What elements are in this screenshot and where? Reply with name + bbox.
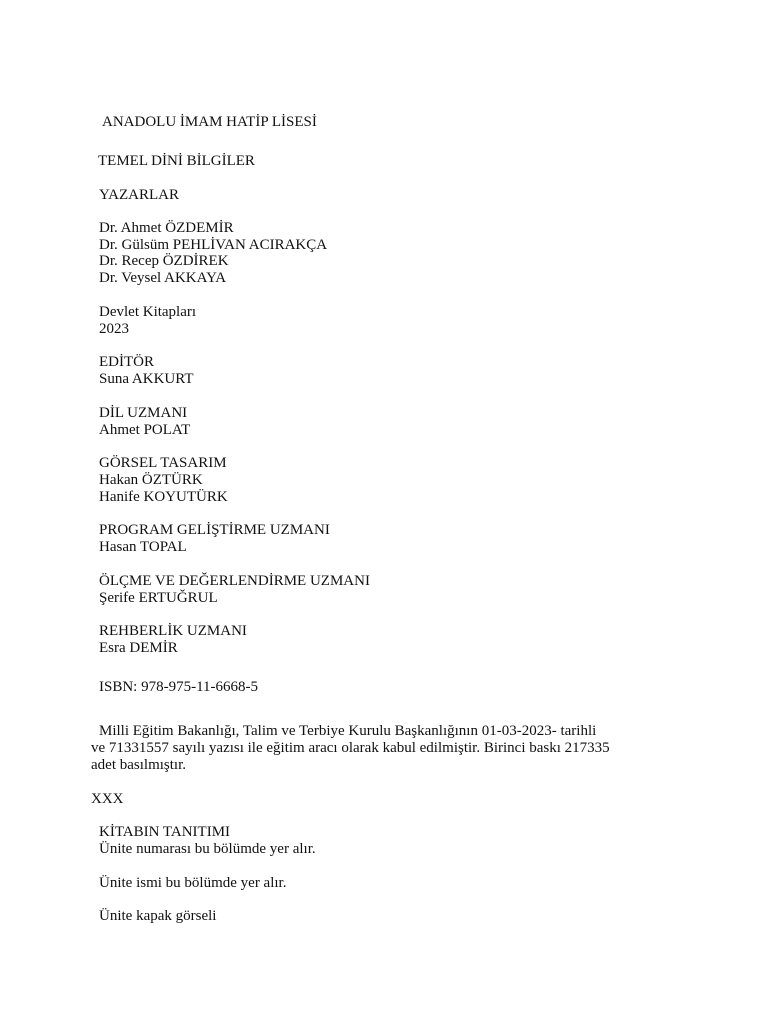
publisher-name: Devlet Kitapları [99,304,197,320]
authors-heading: YAZARLAR [99,187,180,203]
author-name: Dr. Veysel AKKAYA [99,270,227,286]
author-name: Dr. Ahmet ÖZDEMİR [99,220,234,236]
book-title: TEMEL DİNİ BİLGİLER [98,153,255,169]
visual-design-role: GÖRSEL TASARIM [99,455,227,471]
isbn: ISBN: 978-975-11-6668-5 [99,679,259,695]
author-name: Dr. Gülsüm PEHLİVAN ACIRAKÇA [99,237,328,253]
intro-heading: KİTABIN TANITIMI [99,824,231,840]
language-expert-role: DİL UZMANI [99,405,188,421]
program-development-role: PROGRAM GELİŞTİRME UZMANI [99,522,330,538]
author-name: Dr. Recep ÖZDİREK [99,253,229,269]
guidance-expert-name: Esra DEMİR [99,640,178,656]
editor-name: Suna AKKURT [99,371,194,387]
unit-number-text: Ünite numarası bu bölümde yer alır. [99,841,316,857]
approval-paragraph: Milli Eğitim Bakanlığı, Talim ve Terbiye Kurulu Başkanlığının 01-03-2023- tarihli ve 71331557 sayılı yazısı ile eğitim aracı olarak kabul edilmiştir. Birinci baskı 217335 adet basılmıştır. [91,723,610,773]
guidance-role: REHBERLİK UZMANI [99,623,247,639]
unit-name-text: Ünite ismi bu bölümde yer alır. [99,875,287,891]
visual-designer-name: Hakan ÖZTÜRK [99,472,203,488]
language-expert-name: Ahmet POLAT [99,422,191,438]
unit-cover-text: Ünite kapak görseli [99,908,217,924]
school-name: ANADOLU İMAM HATİP LİSESİ [102,114,317,130]
assessment-expert-name: Şerife ERTUĞRUL [99,590,218,606]
visual-designer-name: Hanife KOYUTÜRK [99,489,228,505]
assessment-role: ÖLÇME VE DEĞERLENDİRME UZMANI [99,573,370,589]
editor-role: EDİTÖR [99,354,154,370]
page-marker: XXX [91,791,124,807]
publication-year: 2023 [99,321,129,337]
program-developer-name: Hasan TOPAL [99,539,187,555]
